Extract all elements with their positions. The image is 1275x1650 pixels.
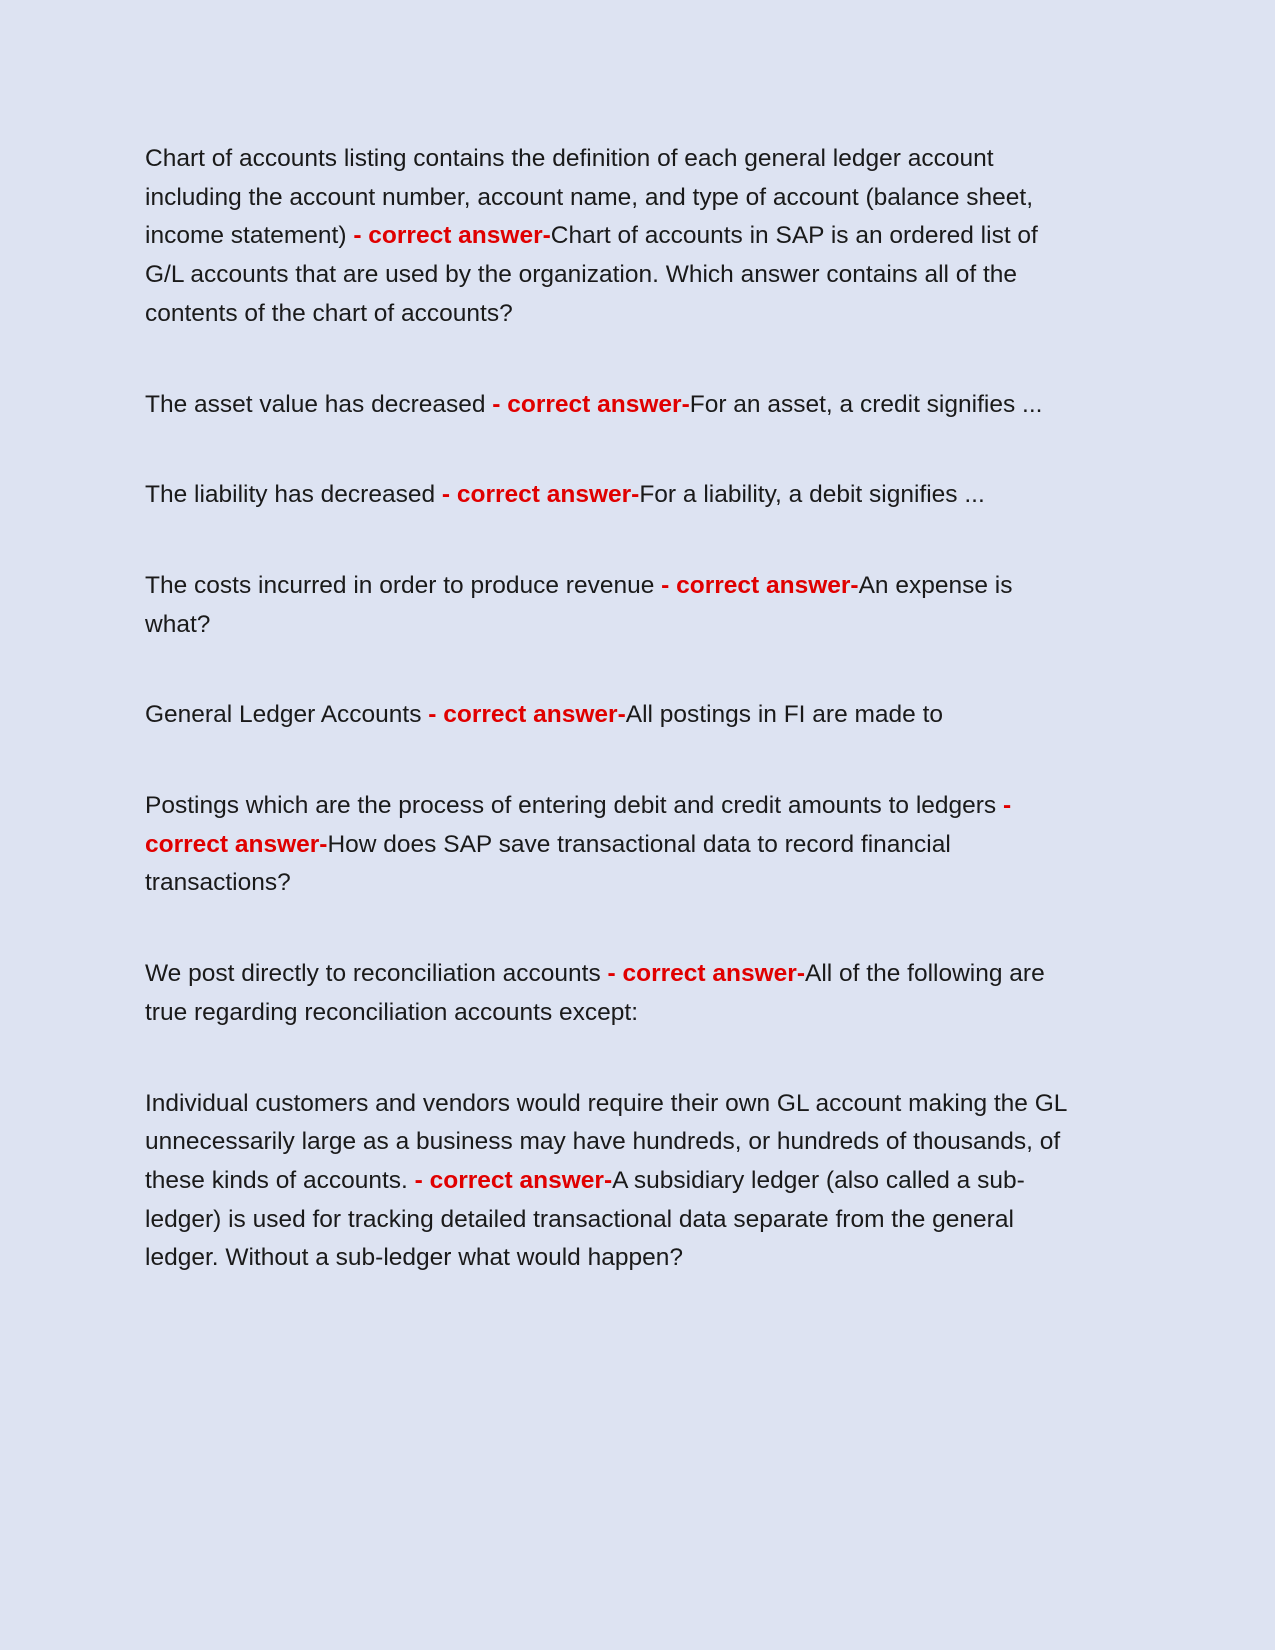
qa-block (145, 476, 1080, 515)
question-text-before: The costs incurred in order to produce revenue (145, 571, 655, 599)
question-text-before: General Ledger Accounts (145, 701, 422, 729)
question-text-after: How does SAP save transactional data to record financial transactions? (145, 830, 951, 897)
correct-answer-marker: - correct answer- (435, 481, 640, 509)
correct-answer-marker: - correct answer- (654, 571, 859, 599)
qa-block (145, 787, 1080, 903)
qa-block (145, 386, 1080, 425)
question-text-after: For an asset, a credit signifies ... (689, 390, 1043, 418)
question-text-after: An expense is what? (145, 571, 1013, 638)
correct-answer-marker: - correct answer- (485, 390, 690, 418)
correct-answer-marker: - correct answer- (145, 792, 1012, 858)
question-text-before: We post directly to reconciliation accounts (145, 960, 601, 988)
qa-block (145, 567, 1080, 644)
question-text-after: All postings in FI are made to (625, 701, 944, 729)
question-text-before: Chart of accounts listing contains the definition of each general ledger account including the account number, account name, and type of account (balance sheet, income statement) (145, 145, 1034, 250)
correct-answer-marker: - correct answer- (421, 701, 626, 729)
qa-block (145, 140, 1080, 334)
question-text-before: The liability has decreased (145, 481, 436, 509)
question-text-after: All of the following are true regarding reconciliation accounts except: (145, 960, 1045, 1026)
correct-answer-marker: - correct answer- (407, 1166, 613, 1194)
qa-block (145, 955, 1080, 1032)
correct-answer-marker: - correct answer- (600, 960, 805, 988)
question-text-after: A subsidiary ledger (also called a sub-ledger) is used for tracking detailed transactional data separate from the general ledger. Without a sub-ledger what would happen? (145, 1166, 1025, 1272)
question-text-after: Chart of accounts in SAP is an ordered list of G/L accounts that are used by the organization. Which answer contains all of the contents of the chart of accounts? (145, 222, 1038, 327)
correct-answer-marker: - correct answer- (346, 222, 551, 250)
question-text-after: For a liability, a debit signifies ... (639, 481, 985, 509)
qa-block (145, 696, 1080, 735)
question-text-before: Postings which are the process of entering debit and credit amounts to ledgers (145, 792, 997, 820)
qa-block (145, 1085, 1080, 1279)
question-text-before: The asset value has decreased (145, 390, 486, 418)
question-text-before: Individual customers and vendors would require their own GL account making the GL unnecessarily large as a business may have hundreds, or hundreds of thousands, of these kinds of accounts. (145, 1089, 1067, 1194)
